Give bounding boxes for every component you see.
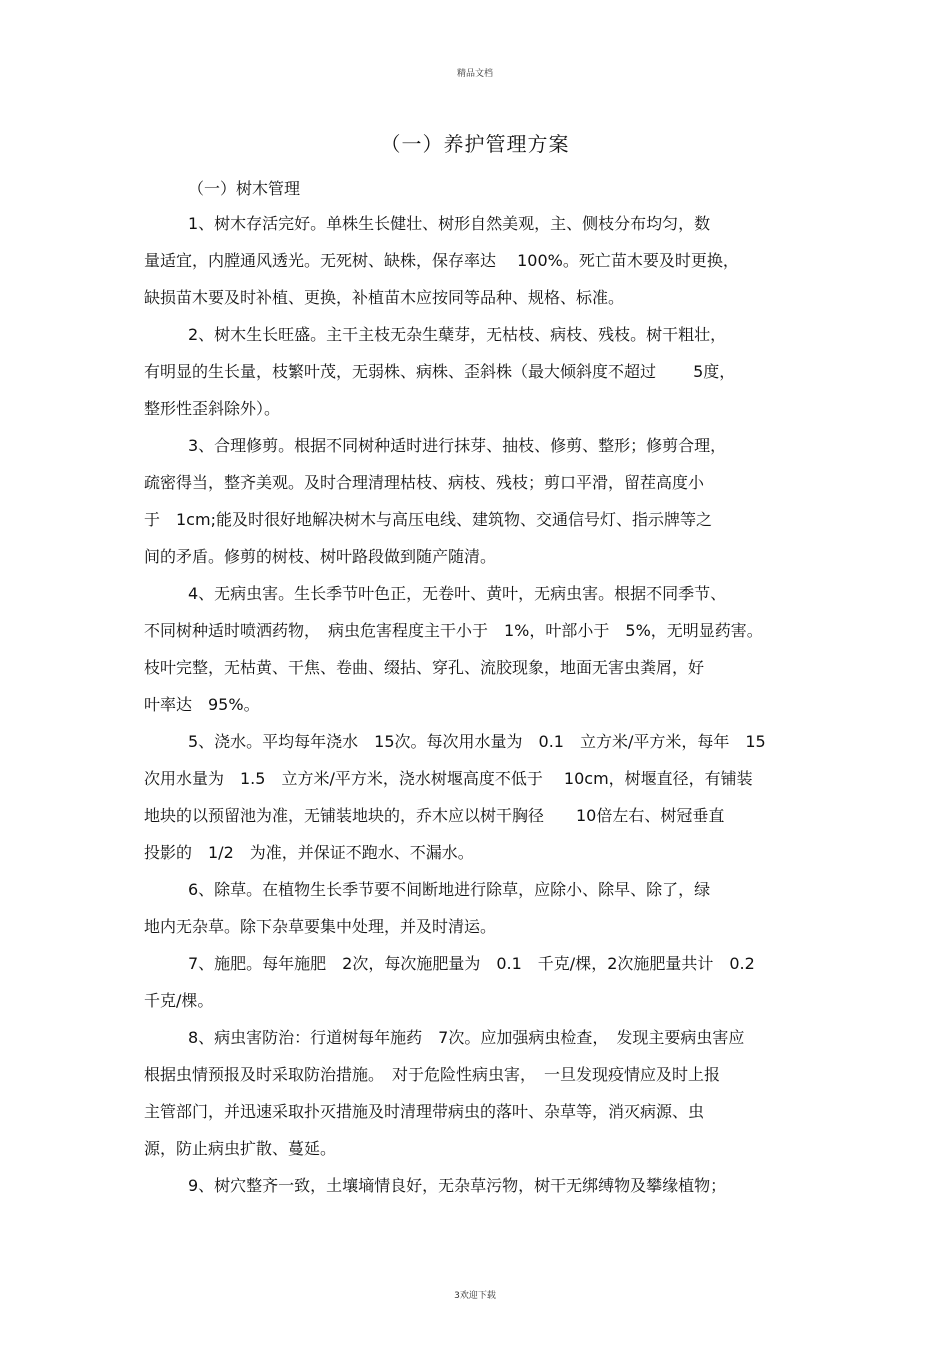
paragraph-line: 6、除草。在植物生长季节要不间断地进行除草，应除小、除早、除了，绿 <box>188 880 711 899</box>
paragraph-line: 2、树木生长旺盛。主干主枝无杂生蘖芽，无枯枝、病枝、残枝。树干粗壮， <box>188 325 727 344</box>
page-footer: 3欢迎下载 <box>454 1291 496 1301</box>
paragraph-line: 1、树木存活完好。单株生长健壮、树形自然美观，主、侧枝分布均匀，数 <box>188 214 711 233</box>
paragraph-line: 地内无杂草。除下杂草要集中处理，并及时清运。 <box>144 917 497 936</box>
document-title: （一）养护管理方案 <box>380 132 570 156</box>
paragraph-line: 7、施肥。每年施肥 2次，每次施肥量为 0.1 千克/棵，2次施肥量共计 0.2 <box>188 954 755 973</box>
paragraph-line: 不同树种适时喷洒药物， 病虫危害程度主干小于 1%，叶部小于 5%，无明显药害。 <box>144 621 763 640</box>
paragraph-line: 4、无病虫害。生长季节叶色正，无卷叶、黄叶，无病虫害。根据不同季节、 <box>188 584 727 603</box>
paragraph-line: 投影的 1/2 为准，并保证不跑水、不漏水。 <box>144 843 474 862</box>
paragraph-line: 间的矛盾。修剪的树枝、树叶路段做到随产随清。 <box>144 547 497 566</box>
paragraph-line: 叶率达 95%。 <box>144 695 260 714</box>
section-heading: （一）树木管理 <box>188 179 301 198</box>
paragraph-line: 有明显的生长量，枝繁叶茂，无弱株、病株、歪斜株（最大倾斜度不超过 5度， <box>144 362 736 381</box>
paragraph-line: 整形性歪斜除外）。 <box>144 399 281 418</box>
paragraph-line: 主管部门，并迅速采取扑灭措施及时清理带病虫的落叶、杂草等，消灭病源、虫 <box>144 1102 705 1121</box>
header-note: 精品文档 <box>456 69 493 79</box>
paragraph-line: 源，防止病虫扩散、蔓延。 <box>144 1139 337 1158</box>
paragraph-line: 枝叶完整，无枯黄、干焦、卷曲、缀拈、穿孔、流胶现象，地面无害虫粪屑，好 <box>144 658 705 677</box>
paragraph-line: 地块的以预留池为准，无铺装地块的，乔木应以树干胸径 10倍左右、树冠垂直 <box>144 806 725 825</box>
paragraph-line: 千克/棵。 <box>144 991 214 1010</box>
paragraph-line: 次用水量为 1.5 立方米/平方米，浇水树堰高度不低于 10cm，树堰直径，有铺装 <box>144 769 753 788</box>
paragraph-line: 疏密得当，整齐美观。及时合理清理枯枝、病枝、残枝；剪口平滑，留茬高度小 <box>144 473 705 492</box>
paragraph-line: 9、树穴整齐一致，土壤墒情良好，无杂草污物，树干无绑缚物及攀缘植物； <box>188 1176 727 1195</box>
paragraph-line: 根据虫情预报及时采取防治措施。 对于危险性病虫害， 一旦发现疫情应及时上报 <box>144 1065 721 1084</box>
paragraph-line: 缺损苗木要及时补植、更换，补植苗木应按同等品种、规格、标准。 <box>144 288 625 307</box>
paragraph-line: 3、合理修剪。根据不同树种适时进行抹芽、抽枝、修剪、整形；修剪合理， <box>188 436 727 455</box>
paragraph-line: 量适宜，内膛通风透光。无死树、缺株，保存率达 100%。死亡苗木要及时更换， <box>144 251 739 270</box>
paragraph-line: 于 1cm;能及时很好地解决树木与高压电线、建筑物、交通信号灯、指示牌等之 <box>144 510 712 529</box>
paragraph-line: 8、病虫害防治：行道树每年施药 7次。应加强病虫检查， 发现主要病虫害应 <box>188 1028 745 1047</box>
paragraph-line: 5、浇水。平均每年浇水 15次。每次用水量为 0.1 立方米/平方米，每年 15 <box>188 732 766 751</box>
